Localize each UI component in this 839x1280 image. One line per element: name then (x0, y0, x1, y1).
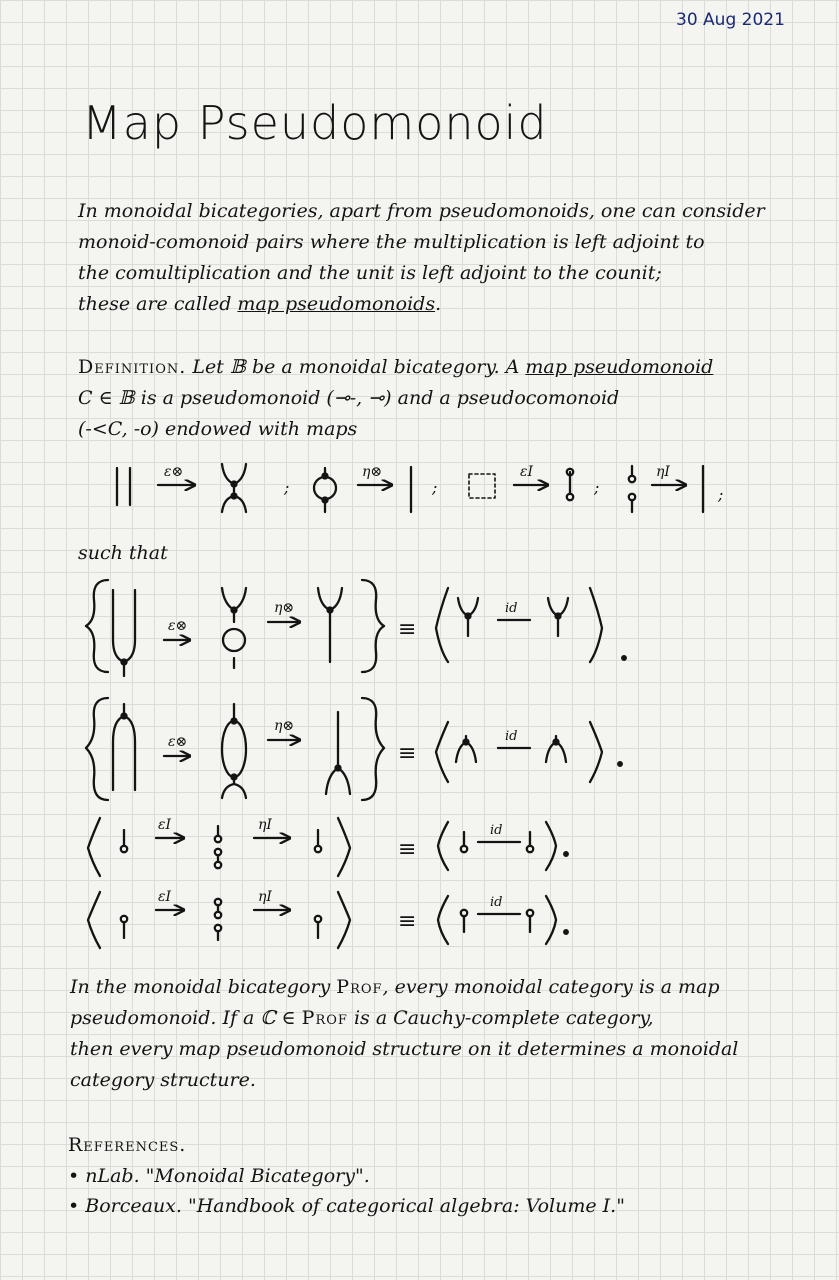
node-dot (232, 494, 237, 499)
node-dot (323, 474, 328, 479)
id-label: id (490, 895, 503, 910)
brace-left-small (88, 892, 100, 948)
empty-diagram (469, 474, 495, 498)
maps-row (117, 464, 723, 512)
node-dot (466, 614, 471, 619)
separator: ; (718, 485, 724, 504)
epsilon-mult-label: ε⊗ (168, 734, 188, 750)
closing-line-2 (70, 1003, 810, 1034)
references-list (68, 1161, 808, 1221)
counit-node (629, 476, 635, 482)
prof-term: Prof (336, 976, 383, 998)
comult-diagram (326, 712, 350, 794)
counit-node (215, 862, 221, 868)
page-title: Map Pseudomonoid (82, 96, 548, 150)
node-dot (232, 719, 237, 724)
eta-unit-label: ηI (258, 889, 272, 905)
id-label: id (505, 601, 518, 616)
period-dot (618, 762, 622, 766)
closing-text: In the monoidal bicategory (70, 976, 337, 998)
epsilon-mult-label: ε⊗ (168, 618, 188, 634)
comult-mult-diagram (222, 464, 246, 512)
closing-line-3: then every map pseudomonoid structure on it determines a monoidal (70, 1038, 739, 1060)
closing-line-4: category structure. (70, 1069, 256, 1091)
epsilon-unit-label: εI (158, 889, 172, 905)
bubble (222, 721, 246, 777)
brace-left-small (436, 588, 448, 662)
such-that-label: such that (78, 542, 168, 564)
epsilon-unit-label: εI (520, 464, 534, 480)
period-dot (564, 852, 568, 856)
separator: ; (432, 478, 438, 497)
closing-text: is a Cauchy-complete category, (347, 1007, 654, 1029)
brace-right-small (338, 892, 350, 948)
intro-line: the comultiplication and the unit is left adjoint to the counit; (78, 262, 662, 284)
brace-left (86, 698, 108, 800)
eta-mult-label: η⊗ (362, 464, 383, 480)
counit-node (461, 846, 467, 852)
references-heading: References. (68, 1134, 187, 1156)
mult-diagram (318, 588, 342, 662)
references-section (68, 1130, 808, 1221)
definition-line-2: C ∈ 𝔹 is a pseudomonoid (⊸-, ⊸) and a pseudocomonoid (78, 387, 620, 409)
date-label: 30 Aug 2021 (676, 10, 785, 30)
counit-node (121, 846, 127, 852)
bubble (314, 477, 336, 499)
brace-right-small (546, 896, 556, 944)
brace-left-small (438, 896, 448, 944)
node-dot (328, 608, 333, 613)
id-label: id (490, 823, 503, 838)
equivalence-sign: ≡ (398, 617, 417, 642)
id-label: id (505, 729, 518, 744)
brace-right-small (338, 818, 350, 876)
node-dot (122, 714, 127, 719)
definition-text: Let 𝔹 be a monoidal bicategory. A (186, 356, 526, 378)
node-dot (232, 608, 237, 613)
brace-right (362, 698, 384, 800)
unit-node (629, 494, 635, 500)
node-dot (336, 766, 341, 771)
period-dot (564, 930, 568, 934)
closing-text: pseudomonoid. If a ℂ ∈ (70, 1007, 302, 1029)
separator: ; (594, 478, 600, 497)
separator: ; (284, 478, 290, 497)
brace-right-small (590, 588, 602, 662)
node-dot (122, 660, 127, 665)
brace-left (86, 580, 108, 672)
definition-line-3: (-<C, -o) endowed with maps (78, 418, 358, 440)
prof-term: Prof (301, 1007, 348, 1029)
reference-item: • Borceaux. "Handbook of categorical algebra: Volume I." (68, 1191, 808, 1221)
brace-left-small (436, 722, 448, 782)
eta-mult-label: η⊗ (274, 718, 295, 734)
intro-line: In monoidal bicategories, apart from pseudomonoids, one can consider (78, 200, 765, 222)
counit-node (527, 846, 533, 852)
node-dot (556, 614, 561, 619)
intro-line: monoid-comonoid pairs where the multiplication is left adjoint to (78, 231, 705, 253)
brace-right-small (546, 822, 556, 870)
eta-unit-label: ηI (258, 817, 272, 833)
map-pseudomonoids-term: map pseudomonoids (237, 293, 436, 315)
brace-left-small (88, 818, 100, 876)
node-dot (323, 498, 328, 503)
closing-paragraph (70, 972, 810, 1096)
equation-4 (88, 889, 568, 948)
equation-3 (88, 817, 568, 876)
epsilon-mult-label: ε⊗ (164, 464, 184, 480)
equivalence-sign: ≡ (398, 909, 417, 934)
intro-period: . (435, 293, 442, 315)
eta-mult-label: η⊗ (274, 600, 295, 616)
closing-text: , every monoidal category is a map (382, 976, 720, 998)
bubble (223, 629, 245, 651)
node-dot (464, 740, 469, 745)
equivalence-sign: ≡ (398, 837, 417, 862)
node-dot (554, 740, 559, 745)
brace-right (362, 580, 384, 672)
brace-left-small (438, 822, 448, 870)
closing-line-1 (70, 972, 810, 1003)
reference-item: • nLab. "Monoidal Bicategory". (68, 1161, 808, 1191)
node-dot (232, 775, 237, 780)
counit-node (567, 494, 573, 500)
definition-heading: Definition. (78, 356, 187, 378)
epsilon-unit-label: εI (158, 817, 172, 833)
equivalence-sign: ≡ (398, 741, 417, 766)
eta-unit-label: ηI (656, 464, 670, 480)
equation-2 (86, 698, 622, 800)
counit-node (315, 846, 321, 852)
counit-node (215, 836, 221, 842)
equation-1 (86, 580, 626, 676)
period-dot (622, 656, 626, 660)
brace-right-small (590, 722, 602, 782)
definition-term: map pseudomonoid (525, 356, 714, 378)
node-dot (232, 482, 237, 487)
intro-text: these are called (78, 293, 238, 315)
